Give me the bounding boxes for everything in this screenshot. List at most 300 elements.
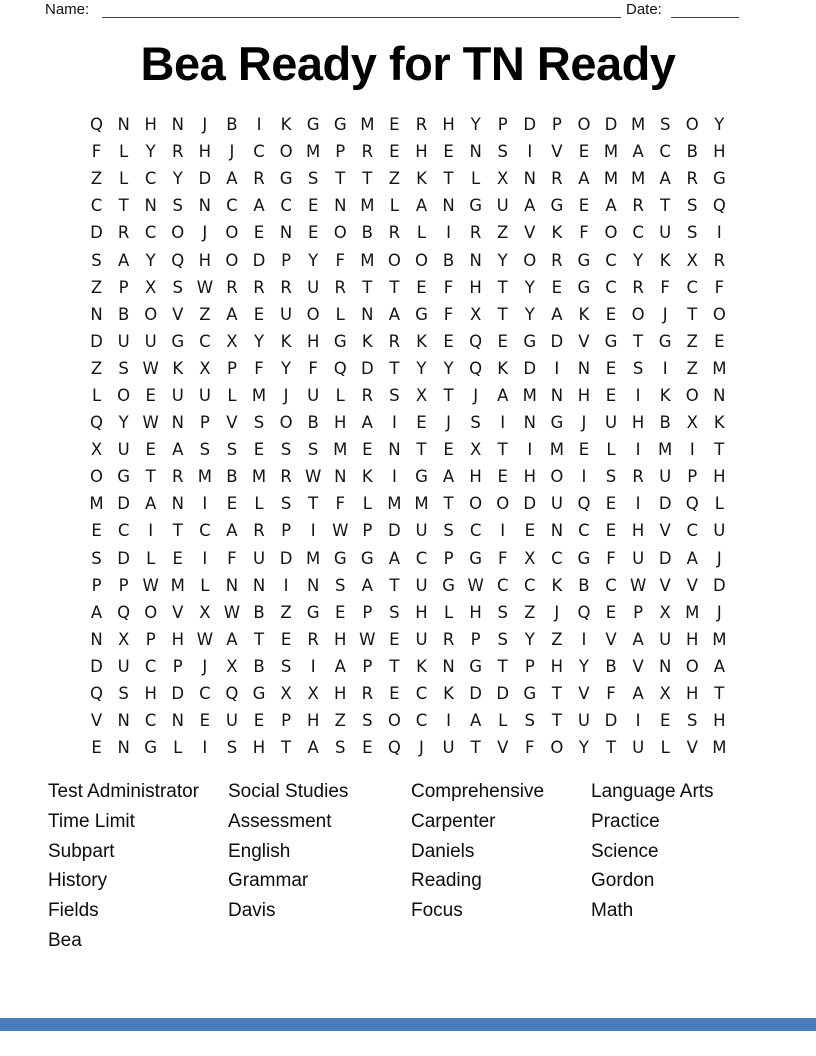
grid-cell: S	[335, 575, 346, 595]
grid-cell: G	[577, 548, 591, 568]
grid-cell: L	[606, 440, 616, 460]
grid-cell: N	[659, 656, 672, 676]
grid-cell: K	[416, 656, 427, 676]
grid-cell: Q	[469, 358, 483, 378]
grid-cell: Q	[333, 358, 347, 378]
grid-cell: X	[497, 169, 509, 189]
grid-cell: I	[391, 467, 397, 487]
grid-cell: M	[603, 169, 619, 189]
grid-cell: S	[389, 385, 400, 405]
grid-cell: S	[280, 494, 292, 514]
grid-cell: G	[144, 738, 158, 758]
grid-cell: F	[497, 548, 508, 568]
grid-cell: E	[443, 331, 454, 351]
grid-cell: Q	[712, 196, 726, 216]
grid-cell: I	[716, 223, 722, 243]
grid-row	[83, 599, 733, 626]
grid-cell: L	[335, 304, 345, 324]
grid-cell: D	[117, 494, 130, 514]
grid-cell: M	[658, 440, 673, 460]
grid-cell: G	[523, 684, 537, 704]
grid-cell: N	[469, 142, 482, 162]
grid-cell: U	[604, 413, 618, 433]
grid-cell: S	[307, 440, 319, 460]
grid-cell: A	[226, 304, 238, 324]
grid-cell: J	[202, 115, 208, 135]
grid-cell: V	[578, 684, 590, 704]
grid-cell: G	[577, 277, 591, 297]
grid-cell: A	[361, 575, 373, 595]
grid-cell: G	[658, 331, 672, 351]
grid-cell: H	[686, 629, 699, 649]
grid-cell: G	[469, 656, 483, 676]
grid-cell: I	[527, 142, 533, 162]
grid-row	[83, 355, 733, 382]
grid-cell: H	[334, 629, 347, 649]
grid-cell: U	[632, 548, 645, 568]
grid-cell: S	[687, 196, 698, 216]
grid-cell: M	[251, 385, 267, 405]
grid-cell: U	[577, 711, 590, 731]
grid-cell: W	[142, 358, 159, 378]
word-list-item: Gordon	[591, 870, 655, 892]
grid-cell: P	[118, 277, 129, 297]
grid-cell: F	[606, 684, 616, 704]
grid-cell: A	[578, 169, 590, 189]
grid-cell: T	[335, 169, 346, 189]
grid-cell: O	[279, 142, 293, 162]
word-list-item: Time Limit	[48, 810, 135, 832]
grid-cell: K	[578, 304, 590, 324]
grid-cell: I	[310, 521, 316, 541]
grid-cell: X	[117, 629, 130, 649]
grid-cell: C	[280, 196, 292, 216]
grid-cell: M	[251, 467, 267, 487]
grid-cell: K	[551, 575, 563, 595]
grid-cell: H	[469, 602, 482, 622]
grid-cell: T	[497, 656, 508, 676]
grid-cell: Y	[578, 738, 589, 758]
grid-cell: X	[226, 656, 238, 676]
grid-cell: T	[416, 440, 427, 460]
grid-cell: U	[659, 629, 672, 649]
grid-row	[83, 545, 733, 572]
grid-cell: C	[551, 548, 563, 568]
grid-cell: F	[443, 277, 454, 297]
grid-cell: O	[469, 494, 483, 514]
grid-cell: T	[497, 304, 508, 324]
word-list-item: Science	[591, 840, 659, 862]
grid-cell: P	[335, 142, 346, 162]
grid-cell: A	[172, 440, 184, 460]
grid-cell: I	[581, 467, 587, 487]
grid-cell: L	[471, 169, 481, 189]
grid-cell: A	[524, 196, 536, 216]
word-list-item: Carpenter	[411, 810, 496, 832]
grid-cell: V	[632, 656, 644, 676]
grid-cell: M	[170, 575, 185, 595]
grid-cell: U	[415, 629, 428, 649]
grid-cell: E	[199, 711, 211, 731]
grid-cell: W	[196, 277, 214, 297]
grid-cell: P	[281, 521, 292, 541]
grid-cell: H	[523, 467, 536, 487]
grid-cell: L	[335, 385, 345, 405]
word-list-item: History	[48, 870, 108, 892]
grid-cell: C	[117, 521, 130, 541]
grid-cell: L	[498, 711, 508, 731]
grid-cell: I	[256, 115, 262, 135]
grid-cell: S	[443, 521, 454, 541]
grid-cell: T	[443, 494, 454, 514]
word-list-item: Daniels	[411, 840, 475, 862]
grid-cell: I	[500, 413, 506, 433]
grid-cell: E	[226, 494, 238, 514]
grid-cell: D	[117, 548, 130, 568]
grid-cell: J	[202, 656, 208, 676]
grid-cell: W	[142, 575, 159, 595]
grid-cell: S	[118, 358, 129, 378]
grid-cell: A	[117, 250, 130, 270]
grid-cell: D	[469, 684, 482, 704]
grid-row	[83, 382, 733, 409]
grid-cell: R	[307, 629, 319, 649]
grid-cell: N	[171, 494, 184, 514]
grid-cell: N	[361, 304, 374, 324]
grid-cell: U	[252, 548, 266, 568]
grid-cell: X	[280, 684, 292, 704]
grid-cell: E	[389, 629, 400, 649]
grid-cell: J	[229, 142, 235, 162]
grid-row	[83, 111, 733, 138]
grid-cell: B	[605, 656, 617, 676]
word-list-column	[48, 777, 228, 956]
grid-cell: P	[687, 467, 698, 487]
grid-cell: E	[605, 304, 617, 324]
grid-row	[83, 274, 733, 301]
grid-cell: N	[523, 413, 536, 433]
grid-cell: K	[713, 413, 725, 433]
grid-cell: W	[305, 467, 322, 487]
grid-cell: P	[281, 711, 292, 731]
grid-cell: Z	[90, 277, 103, 297]
grid-cell: S	[199, 440, 211, 460]
grid-cell: K	[280, 115, 292, 135]
grid-cell: R	[442, 629, 455, 649]
grid-cell: N	[117, 738, 130, 758]
grid-cell: B	[253, 602, 265, 622]
grid-cell: Q	[225, 684, 239, 704]
grid-cell: R	[172, 467, 184, 487]
grid-cell: E	[145, 385, 156, 405]
grid-cell: A	[497, 385, 509, 405]
grid-cell: P	[91, 575, 102, 595]
grid-cell: B	[361, 223, 373, 243]
grid-cell: S	[659, 115, 671, 135]
grid-cell: N	[279, 223, 293, 243]
grid-cell: X	[199, 358, 211, 378]
grid-cell: U	[496, 196, 509, 216]
grid-cell: L	[227, 385, 237, 405]
grid-cell: S	[172, 277, 184, 297]
grid-cell: R	[686, 169, 698, 189]
grid-cell: T	[443, 385, 454, 405]
grid-cell: G	[712, 169, 726, 189]
word-list-item: Math	[591, 900, 634, 922]
grid-cell: D	[523, 115, 537, 135]
grid-cell: S	[280, 656, 292, 676]
grid-cell: M	[387, 494, 402, 514]
grid-cell: C	[632, 223, 644, 243]
grid-cell: Q	[387, 738, 401, 758]
grid-cell: I	[635, 711, 641, 731]
grid-cell: M	[333, 440, 348, 460]
grid-cell: G	[415, 467, 428, 487]
grid-cell: G	[604, 331, 618, 351]
grid-cell: E	[253, 711, 265, 731]
grid-cell: H	[144, 684, 157, 704]
grid-cell: O	[631, 304, 645, 324]
grid-cell: E	[307, 196, 319, 216]
grid-row	[83, 409, 733, 436]
grid-cell: N	[550, 385, 564, 405]
grid-cell: U	[632, 738, 645, 758]
grid-cell: H	[713, 467, 726, 487]
grid-cell: D	[658, 548, 672, 568]
grid-cell: Z	[90, 358, 103, 378]
grid-cell: E	[497, 467, 508, 487]
grid-cell: E	[91, 521, 102, 541]
grid-cell: I	[202, 494, 208, 514]
grid-cell: V	[90, 711, 103, 731]
grid-cell: I	[581, 629, 587, 649]
grid-cell: G	[469, 196, 483, 216]
word-list-item: Bea	[48, 929, 82, 951]
grid-cell: G	[550, 413, 564, 433]
grid-cell: I	[446, 223, 451, 243]
grid-cell: T	[389, 656, 400, 676]
grid-cell: T	[145, 467, 156, 487]
grid-cell: G	[469, 548, 483, 568]
grid-cell: E	[280, 629, 292, 649]
grid-cell: J	[716, 548, 722, 568]
grid-cell: G	[333, 115, 347, 135]
grid-cell: C	[524, 575, 536, 595]
grid-cell: Q	[685, 494, 699, 514]
grid-cell: Y	[443, 358, 454, 378]
grid-cell: B	[226, 467, 238, 487]
grid-cell: S	[280, 440, 292, 460]
grid-cell: W	[142, 413, 159, 433]
grid-cell: O	[685, 656, 699, 676]
grid-cell: M	[549, 440, 564, 460]
grid-cell: N	[117, 711, 130, 731]
grid-cell: O	[306, 304, 320, 324]
grid-cell: W	[196, 629, 214, 649]
grid-cell: S	[307, 169, 319, 189]
grid-cell: F	[254, 358, 264, 378]
grid-cell: H	[713, 711, 726, 731]
grid-cell: E	[714, 331, 725, 351]
grid-cell: R	[117, 223, 130, 243]
grid-cell: P	[226, 358, 237, 378]
grid-cell: V	[524, 223, 536, 243]
grid-cell: Z	[497, 223, 509, 243]
grid-cell: A	[226, 521, 238, 541]
word-list-column	[591, 777, 714, 956]
grid-cell: X	[199, 602, 211, 622]
grid-cell: G	[171, 331, 185, 351]
grid-cell: X	[659, 602, 671, 622]
grid-cell: R	[361, 684, 374, 704]
grid-cell: X	[145, 277, 157, 297]
grid-cell: A	[307, 738, 319, 758]
grid-cell: Y	[714, 115, 725, 135]
grid-row	[83, 490, 733, 517]
grid-cell: C	[415, 711, 428, 731]
grid-cell: T	[714, 440, 725, 460]
grid-cell: O	[523, 250, 537, 270]
grid-cell: D	[550, 331, 564, 351]
grid-cell: T	[605, 738, 617, 758]
grid-cell: H	[252, 738, 266, 758]
grid-cell: C	[605, 250, 617, 270]
grid-cell: P	[281, 250, 292, 270]
grid-cell: F	[308, 358, 318, 378]
grid-cell: A	[388, 304, 401, 324]
grid-cell: U	[713, 521, 726, 541]
grid-cell: S	[226, 738, 238, 758]
grid-cell: U	[415, 521, 428, 541]
grid-cell: A	[415, 196, 428, 216]
word-list-item: Social Studies	[228, 781, 349, 802]
word-list-item: Subpart	[48, 840, 115, 862]
grid-cell: U	[659, 467, 672, 487]
grid-cell: S	[605, 467, 617, 487]
grid-cell: C	[199, 684, 211, 704]
grid-cell: Y	[416, 358, 427, 378]
word-list-item: Language Arts	[591, 781, 714, 802]
grid-cell: M	[360, 196, 375, 216]
grid-cell: X	[686, 250, 698, 270]
grid-cell: M	[197, 467, 212, 487]
grid-cell: U	[144, 331, 157, 351]
grid-cell: V	[578, 331, 590, 351]
grid-cell: H	[469, 277, 482, 297]
grid-cell: R	[632, 196, 644, 216]
grid-cell: A	[226, 169, 238, 189]
grid-cell: X	[686, 413, 698, 433]
grid-cell: X	[469, 304, 482, 324]
grid-cell: I	[689, 440, 695, 460]
grid-cell: C	[659, 142, 671, 162]
grid-cell: S	[687, 711, 698, 731]
grid-cell: U	[117, 331, 130, 351]
grid-cell: K	[416, 169, 427, 189]
grid-cell: N	[334, 196, 347, 216]
grid-cell: I	[202, 738, 208, 758]
grid-cell: A	[90, 602, 103, 622]
grid-cell: U	[415, 575, 428, 595]
grid-cell: H	[171, 629, 184, 649]
grid-cell: Q	[469, 331, 483, 351]
grid-cell: N	[171, 115, 184, 135]
grid-cell: R	[334, 277, 346, 297]
grid-cell: V	[226, 413, 238, 433]
grid-cell: O	[90, 467, 104, 487]
grid-cell: W	[359, 629, 376, 649]
grid-cell: S	[91, 250, 102, 270]
grid-cell: O	[604, 223, 618, 243]
grid-cell: Z	[551, 629, 563, 649]
grid-cell: V	[172, 304, 184, 324]
grid-cell: E	[605, 358, 617, 378]
grid-cell: A	[632, 142, 644, 162]
word-list-item: Practice	[591, 810, 660, 832]
grid-cell: X	[469, 440, 482, 460]
grid-cell: G	[279, 169, 293, 189]
grid-cell: I	[283, 575, 289, 595]
grid-cell: G	[252, 684, 266, 704]
grid-cell: Q	[90, 684, 104, 704]
grid-cell: S	[118, 684, 129, 704]
grid-cell: F	[91, 142, 102, 162]
grid-cell: F	[227, 548, 237, 568]
grid-cell: C	[144, 711, 157, 731]
grid-cell: X	[659, 684, 671, 704]
grid-cell: R	[172, 142, 184, 162]
grid-cell: T	[389, 575, 400, 595]
grid-cell: S	[91, 548, 102, 568]
grid-cell: Y	[253, 331, 265, 351]
grid-cell: D	[658, 494, 672, 514]
grid-cell: M	[306, 548, 321, 568]
grid-cell: N	[171, 413, 184, 433]
grid-cell: H	[334, 413, 347, 433]
grid-cell: A	[632, 684, 644, 704]
grid-cell: Y	[470, 115, 481, 135]
grid-cell: R	[226, 277, 238, 297]
grid-cell: A	[632, 629, 644, 649]
grid-cell: Z	[388, 169, 401, 189]
grid-cell: P	[524, 656, 535, 676]
grid-cell: R	[361, 385, 374, 405]
grid-row	[83, 246, 733, 273]
word-list-item: Comprehensive	[411, 781, 545, 802]
grid-cell: T	[118, 196, 129, 216]
grid-cell: V	[551, 142, 563, 162]
grid-cell: N	[388, 440, 401, 460]
grid-cell: O	[712, 304, 726, 324]
grid-cell: C	[144, 656, 157, 676]
grid-cell: N	[306, 575, 320, 595]
grid-cell: J	[202, 223, 208, 243]
grid-cell: L	[443, 602, 454, 622]
grid-cell: E	[307, 223, 319, 243]
grid-row	[83, 463, 733, 490]
grid-cell: J	[554, 602, 560, 622]
grid-cell: U	[225, 711, 238, 731]
grid-cell: A	[334, 656, 346, 676]
grid-cell: A	[469, 711, 482, 731]
grid-cell: I	[500, 521, 506, 541]
grid-cell: S	[362, 711, 373, 731]
grid-cell: D	[90, 331, 103, 351]
word-list-item: Test Administrator	[48, 781, 199, 802]
grid-cell: D	[279, 548, 293, 568]
grid-cell: N	[90, 304, 103, 324]
grid-cell: P	[199, 413, 210, 433]
